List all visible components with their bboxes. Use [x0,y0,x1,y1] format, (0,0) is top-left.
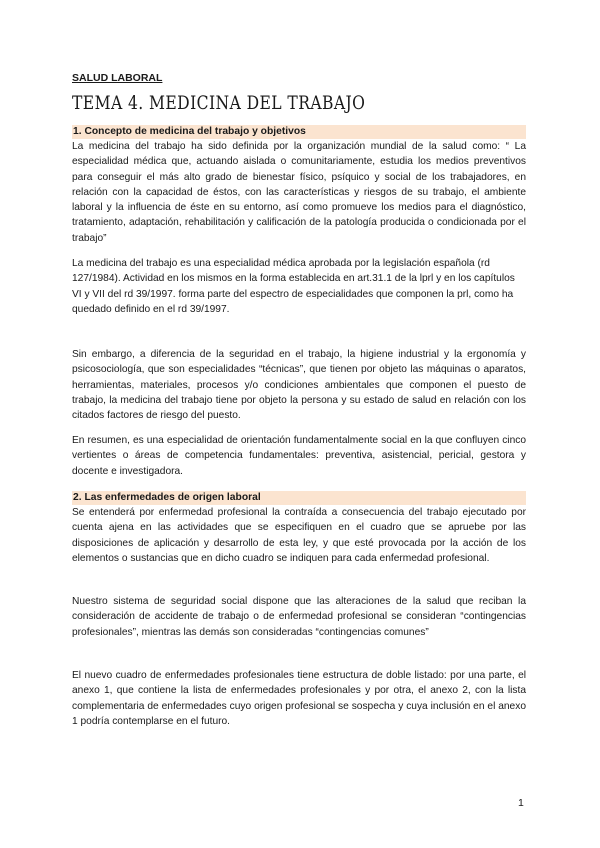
section-1-paragraph-1: La medicina del trabajo ha sido definida por la organización mundial de la salud como: “ La especialidad médica que, actuando aislada o comunitariamente, estudia los medios preventivos para conseguir el más alto grado de bienestar físico, psíquico y social de los trabajadores, en relación con la capacidad de éstos, con las características y riesgos de su trabajo, el ambiente laboral y la influencia de éste en su entorno, así como promueve los medios para el diagnóstico, tratamiento, adaptación, rehabilitación y calificación de la patología producida o condicionada por el trabajo” [72,141,526,244]
subject-label: SALUD LABORAL [72,72,163,84]
page-title: TEMA 4. MEDICINA DEL TRABAJO [72,92,366,114]
section-2-paragraph-1: Se entenderá por enfermedad profesional la contraída a consecuencia del trabajo ejecutado por cuenta ajena en las actividades que se especifiquen en el cuadro que se apruebe por las disposiciones de aplicación y desarrollo de esta ley, y que esté provocada por la acción de los elementos o sustancias que en dicho cuadro se indiquen para cada enfermedad profesional. [72,507,526,564]
section-2-paragraph-3: El nuevo cuadro de enfermedades profesionales tiene estructura de doble listado: por una parte, el anexo 1, que contiene la lista de enfermedades profesionales y por otra, el anexo 2, con la lista complementaria de enfermedades cuyo origen profesional se sospecha y cuya inclusión en el anexo 1 podría contemplarse en el futuro. [72,670,526,727]
page-number: 1 [518,797,524,809]
section-1-paragraph-4: En resumen, es una especialidad de orientación fundamentalmente social en la que confluyen cinco vertientes o áreas de competencia fundamentales: preventiva, asistencial, pericial, gestora y docente e investigadora. [72,435,526,477]
section-1-paragraph-3: Sin embargo, a diferencia de la seguridad en el trabajo, la higiene industrial y la ergonomía y psicosociología, que son especialidades “técnicas”, que tienen por objeto las máquinas o aparatos, herramientas, materiales, procesos y/o condiciones ambientales que componen el puesto de trabajo, la medicina del trabajo tiene por objeto la persona y su estado de salud en relación con los citados factores de riesgo del puesto. [72,349,526,422]
section-2-heading: 2. Las enfermedades de origen laboral [72,491,526,505]
section-1-heading: 1. Concepto de medicina del trabajo y objetivos [72,125,526,139]
section-1-paragraph-2: La medicina del trabajo es una especialidad médica aprobada por la legislación española (rd 127/1984). Actividad en los mismos en la forma establecida en art.31.1 de la lprl y en los capítulos VI y VII del rd 39/1997. forma parte del espectro de especialidades que componen la prl, como ha quedado definido en el rd 39/1997. [72,258,515,315]
section-2-paragraph-2: Nuestro sistema de seguridad social dispone que las alteraciones de la salud que reciban la consideración de accidente de trabajo o de enfermedad profesional se consideran “contingencias profesionales”, mientras las demás son consideradas “contingencias comunes” [72,596,526,638]
